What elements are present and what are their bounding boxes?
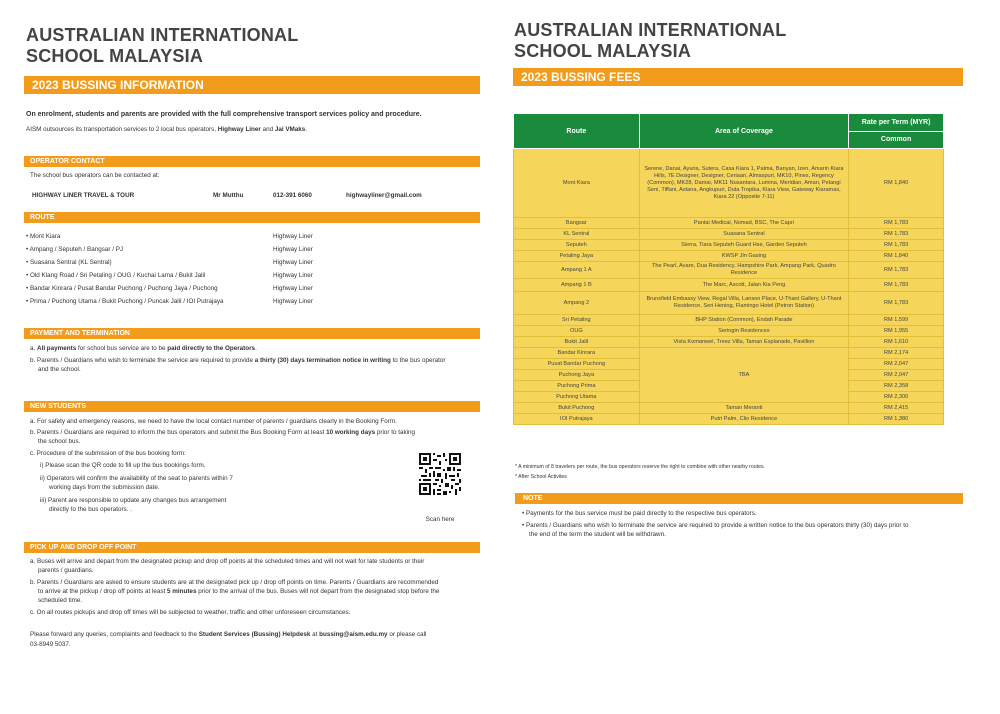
cell-rate: RM 1,599 — [849, 315, 944, 326]
cell-route: Bukit Puchong — [514, 403, 640, 414]
footer-mid: at — [312, 631, 318, 638]
new-students-heading: NEW STUDENTS — [24, 401, 480, 412]
cell-route: Puchong Jaya — [514, 370, 640, 381]
footer-phone: 03-8949 5037. — [30, 641, 71, 648]
table-row — [514, 414, 944, 425]
payment-a-mid: for school bus service are to be — [77, 345, 166, 352]
cell-rate: RM 1,783 — [849, 262, 944, 279]
payment-a-pre: a. — [30, 345, 36, 352]
new-students-b-pre: b. Parents / Guardians are required to inform the bus operators and submit the Bus Booking Form at least — [30, 429, 325, 436]
cell-route: Seputeh — [514, 240, 640, 251]
booking-qr-code[interactable] — [418, 452, 462, 523]
cell-area-tba: TBA — [639, 348, 848, 403]
pickup-b2 — [38, 588, 439, 596]
intro-and: and — [262, 126, 274, 133]
pickup-b2-end: prior to the arrival of the bus. Buses will not depart from the designated stop before the — [198, 588, 440, 595]
cell-rate: RM 1,955 — [849, 326, 944, 337]
payment-a — [30, 345, 257, 353]
school-name-line1: AUSTRALIAN INTERNATIONAL — [26, 25, 299, 45]
cell-area: Seringin Residences — [639, 326, 848, 337]
pickup-c: c. On all routes pickups and drop off times will be subjected to weather, traffic and other unforeseen circumstances. — [30, 609, 351, 616]
new-students-a: a. For safety and emergency reasons, we need to have the local contact number of parents / guardians clearly in the Booking Form. — [30, 418, 397, 425]
footer-email-link[interactable]: bussing@aism.edu.my — [319, 631, 388, 638]
new-students-c: c. Procedure of the submission of the bus booking form: — [30, 450, 186, 457]
table-row — [514, 251, 944, 262]
cell-rate: RM 1,610 — [849, 337, 944, 348]
intro-operator-1: Highway Liner — [217, 126, 261, 133]
qr-code-icon — [418, 452, 462, 496]
footer-helpdesk: Student Services (Bussing) Helpdesk — [198, 631, 311, 638]
school-name-line2: SCHOOL MALAYSIA — [26, 46, 204, 66]
note-2a: • Parents / Guardians who wish to terminate the service are required to provide a written notice to the bus operators thirty (30) days prior to — [522, 522, 909, 529]
cell-route: Ampang 1 B — [514, 279, 640, 292]
intro-text — [26, 126, 307, 134]
pickup-a1: a. Buses will arrive and depart from the designated pickup and drop off points at the scheduled times and will not wait for late students or their — [30, 558, 425, 565]
operator-email: highwayliner@gmail.com — [346, 192, 422, 199]
cell-rate: RM 2,415 — [849, 403, 944, 414]
new-students-c1: i) Please scan the QR code to fill up the bus bookings form. — [40, 462, 206, 469]
cell-rate: RM 1,380 — [849, 414, 944, 425]
note-heading: NOTE — [515, 493, 963, 504]
new-students-c3a: iii) Parent are responsible to update any changes bus arrangement — [40, 497, 227, 504]
cell-rate: RM 1,783 — [849, 292, 944, 315]
cell-area: The Pearl, Avare, Dua Residency, Hampshire Park, Ampang Park, Quadro Residence — [639, 262, 848, 279]
cell-route: KL Sentral — [514, 229, 640, 240]
route-operator: Highway Liner — [273, 285, 313, 292]
payment-b-pre: b. Parents / Guardians who wish to terminate the service are required to provide — [30, 357, 253, 364]
new-students-b-cont: the school bus. — [38, 438, 81, 445]
cell-rate: RM 1,783 — [849, 218, 944, 229]
payment-a-end: . — [255, 345, 257, 352]
fees-table — [513, 113, 944, 425]
payment-b-end: to the bus operator — [392, 357, 446, 364]
cell-route: Bukit Jalil — [514, 337, 640, 348]
school-name-right-line1: AUSTRALIAN INTERNATIONAL — [514, 20, 787, 40]
cell-route: Ampang 1 A — [514, 262, 640, 279]
cell-rate: RM 1,783 — [849, 279, 944, 292]
pickup-b2-pre: to arrive at the pickup / drop off points at least — [38, 588, 166, 595]
cell-route: Sri Petaling — [514, 315, 640, 326]
table-row — [514, 315, 944, 326]
cell-route: Ampang 2 — [514, 292, 640, 315]
route-operator: Highway Liner — [273, 259, 313, 266]
operator-company: HIGHWAY LINER TRAVEL & TOUR — [32, 192, 135, 199]
cell-route: Bandar Kinrara — [514, 348, 640, 359]
new-students-c3b: directly to the bus operators. . — [49, 506, 132, 513]
cell-route: IOI Putrajaya — [514, 414, 640, 425]
header-area: Area of Coverage — [639, 114, 848, 149]
route-item: • Old Klang Road / Sri Petaling / OUG / Kuchai Lama / Bukit Jalil — [26, 272, 206, 279]
route-item: • Prima / Puchong Utama / Bukit Puchong / Puncak Jalil / IOI Putrajaya — [26, 298, 224, 305]
header-common: Common — [849, 131, 944, 149]
header-rate: Rate per Term (MYR) — [849, 114, 944, 132]
table-row — [514, 337, 944, 348]
cell-area: Suasana Sentral — [639, 229, 848, 240]
cell-route: OUG — [514, 326, 640, 337]
intro-operator-2: Jai VMaks — [274, 126, 306, 133]
cell-rate: RM 2,047 — [849, 359, 944, 370]
operator-phone: 012-391 6060 — [273, 192, 312, 199]
new-students-b — [30, 429, 415, 437]
route-operator: Highway Liner — [273, 233, 313, 240]
route-item: • Bandar Kinrara / Pusat Bandar Puchong / Puchong Jaya / Puchong — [26, 285, 218, 292]
cell-area: Sierra, Tiara Seputeh Guard Hse, Garden Seputeh — [639, 240, 848, 251]
cell-area: BHP Station (Common), Endah Parade — [639, 315, 848, 326]
route-item: • Suasana Sentral (KL Sentral) — [26, 259, 112, 266]
footer-end: or please call — [389, 631, 427, 638]
cell-rate: RM 1,840 — [849, 149, 944, 218]
table-row — [514, 229, 944, 240]
bussing-fees-banner: 2023 BUSSING FEES — [513, 68, 963, 86]
route-operator: Highway Liner — [273, 298, 313, 305]
cell-rate: RM 2,047 — [849, 370, 944, 381]
cell-area: Taman Meranti — [639, 403, 848, 414]
note-2b: the end of the term the student will be withdrawn. — [529, 531, 666, 538]
school-name-right-line2: SCHOOL MALAYSIA — [514, 41, 692, 61]
new-students-c2b: working days from the submission date. — [49, 484, 160, 491]
cell-rate: RM 2,300 — [849, 392, 944, 403]
footnote-after-school: * After School Activites — [515, 474, 567, 480]
bussing-info-banner: 2023 BUSSING INFORMATION — [24, 76, 480, 94]
school-name — [26, 25, 298, 67]
cell-area: Vista Komanwel, Treez Villa, Taman Esplanade, Pavillion — [639, 337, 848, 348]
footnote-min-travelers: * A minimum of 8 travelers per route, the bus operators reserve the right to combine with other nearby routes. — [515, 464, 765, 470]
cell-route: Mont Kiara — [514, 149, 640, 218]
cell-area: Serene, Danai, Ayuria, Sutera, Casa Kiara 1, Palma, Banyan, Izen, Amarin Kiara Hills, 7E Designer, Designer, Ceriaan, Almaspuri, MK10, Pines, Regency (Common), MK28, Damai, MK11 Nusantara, Lumina, Meridian, Aman, Pelangi Seni, Tiffani, Astana, Angkupuri, Duta Tropika, Kiara View, Gateway Kiaramas, Kiara 22 (Opposite 7-11) — [639, 149, 848, 218]
cell-route: Petaling Jaya — [514, 251, 640, 262]
cell-area: Putri Palm, Clio Residence — [639, 414, 848, 425]
intro-heading: On enrolment, students and parents are provided with the full comprehensive transport services policy and procedure. — [26, 111, 422, 118]
operator-person: Mr Mutthu — [213, 192, 244, 199]
payment-a-bold1: All payments — [37, 345, 77, 352]
cell-route: Pusat Bandar Puchong — [514, 359, 640, 370]
new-students-b-bold: 10 working days — [326, 429, 376, 436]
school-name-right — [514, 20, 786, 62]
table-row — [514, 292, 944, 315]
table-row — [514, 348, 944, 359]
pickup-a2: parents / guardians. — [38, 567, 94, 574]
footer-pre: Please forward any queries, complaints and feedback to the — [30, 631, 197, 638]
table-row — [514, 262, 944, 279]
operator-intro: The school bus operators can be contacted at: — [30, 172, 160, 179]
cell-area: KWSP Jln Gasing — [639, 251, 848, 262]
new-students-b-end: prior to taking — [376, 429, 416, 436]
header-route: Route — [514, 114, 640, 149]
table-row — [514, 218, 944, 229]
pickup-b1: b. Parents / Guardians are asked to ensure students are at the designated pick up / drop off points on time. Parents / Guardians are recommended — [30, 579, 439, 586]
new-students-c2a: ii) Operators will confirm the availability of the seat to parents within 7 — [40, 475, 233, 482]
footer-contact — [30, 631, 480, 639]
table-header-row — [514, 114, 944, 132]
cell-rate: RM 1,783 — [849, 229, 944, 240]
table-row — [514, 326, 944, 337]
route-operator: Highway Liner — [273, 272, 313, 279]
qr-scan-label: Scan here — [425, 516, 455, 523]
note-1: • Payments for the bus service must be paid directly to the respective bus operators. — [522, 510, 757, 517]
payment-b — [30, 357, 445, 365]
table-row — [514, 240, 944, 251]
payment-b-bold: a thirty (30) days termination notice in writing — [254, 357, 391, 364]
payment-b-cont: and the school. — [38, 366, 81, 373]
payment-a-bold2: paid directly to the Operators — [167, 345, 256, 352]
cell-rate: RM 2,358 — [849, 381, 944, 392]
route-item: • Mont Kiara — [26, 233, 61, 240]
operator-contact-heading: OPERATOR CONTACT — [24, 156, 480, 167]
cell-route: Puchong Prima — [514, 381, 640, 392]
cell-rate: RM 1,783 — [849, 240, 944, 251]
table-row — [514, 149, 944, 218]
pickup-b3: scheduled time. — [38, 597, 83, 604]
table-row — [514, 279, 944, 292]
cell-area: The Marc, Ascott, Jalan Kia Peng — [639, 279, 848, 292]
cell-route: Puchong Utama — [514, 392, 640, 403]
route-item: • Ampang / Seputeh / Bangsar / PJ — [26, 246, 124, 253]
cell-route: Bangsar — [514, 218, 640, 229]
route-heading: ROUTE — [24, 212, 480, 223]
pickup-b2-bold: 5 minutes — [167, 588, 197, 595]
cell-rate: RM 1,840 — [849, 251, 944, 262]
payment-heading: PAYMENT AND TERMINATION — [24, 328, 480, 339]
intro-pre: AISM outsources its transportation services to 2 local bus operators, — [26, 126, 217, 133]
table-row — [514, 403, 944, 414]
intro-dot: . — [305, 126, 308, 133]
cell-area: Brunsfield Embassy View, Regal Villa, Lanson Place, U-Thant Gallery, U-Thant Residence, Seri Hening, Flamingo Hotel (Petron Station) — [639, 292, 848, 315]
pickup-heading: PICK UP AND DROP OFF POINT — [24, 542, 480, 553]
cell-area: Pantai Medical, Nomad, BSC, The Capri — [639, 218, 848, 229]
route-operator: Highway Liner — [273, 246, 313, 253]
cell-rate: RM 2,174 — [849, 348, 944, 359]
